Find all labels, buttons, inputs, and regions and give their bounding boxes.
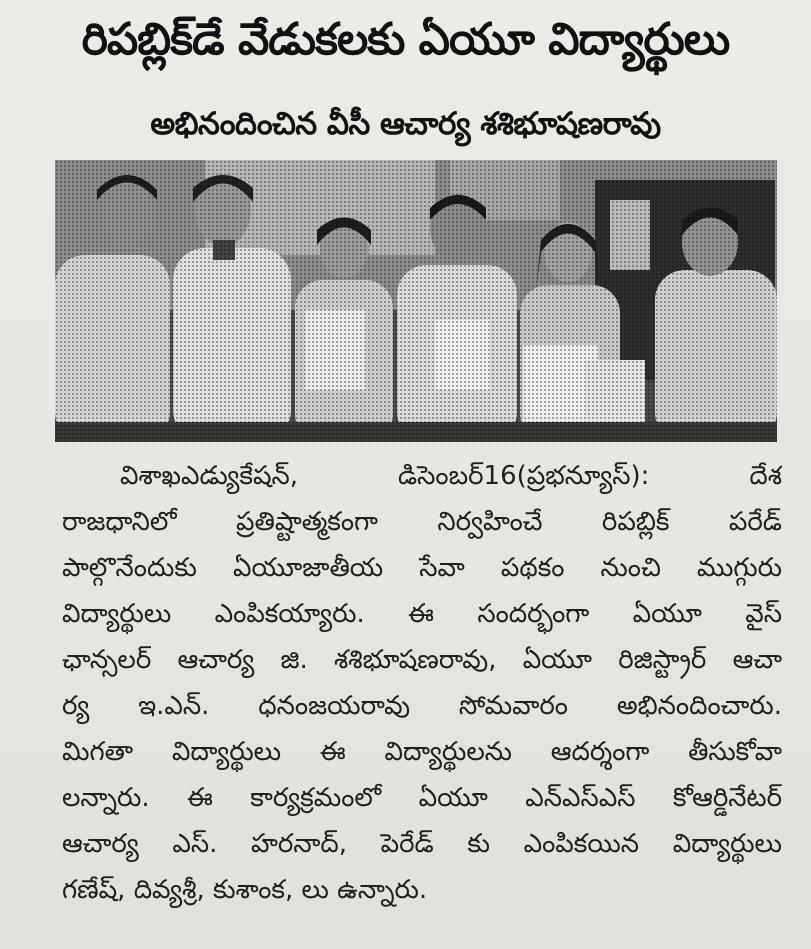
body-line: పాల్గొనేందుకు ఏయూజాతీయ సేవా పథకం నుంచి ముగ్గురు — [62, 553, 782, 583]
body-line: గణేష్, దివ్యశ్రీ, కుశాంక, లు ఉన్నారు. — [62, 875, 428, 905]
body-line: ఛాన్సలర్ ఆచార్య జి. శశిభూషణరావు, ఏయూ రిజిస్ట్రార్ ఆచా — [62, 645, 782, 675]
subheadline: అభినందించిన వీసీ ఆచార్య శశిభూషణరావు — [150, 106, 661, 142]
headline: రిపబ్లిక్‌డే వేడుకలకు ఏయూ విద్యార్థులు — [81, 14, 730, 65]
body-line: ఆచార్య ఎస్. హరనాద్, పెరేడ్ కు ఎంపికయిన విద్యార్థులు — [62, 829, 782, 859]
body-line: మిగతా విద్యార్థులు ఈ విద్యార్థులను ఆదర్శంగా తీసుకోవా — [62, 737, 782, 767]
body-line: విశాఖఎడ్యుకేషన్, డిసెంబర్16(ప్రభన్యూస్): దేశ — [120, 461, 782, 491]
body-line: లన్నారు. ఈ కార్యక్రమంలో ఏయూ ఎన్ఎస్ఎస్ కోఆర్డినేటర్ — [62, 783, 782, 813]
body-line: రాజధానిలో ప్రతిష్టాత్మకంగా నిర్వహించే రిపబ్లిక్ పరేడ్ — [62, 507, 782, 537]
article-body — [62, 453, 782, 913]
group-photo-illustration — [55, 160, 777, 442]
body-line: ర్య ఇ.ఎన్. ధనంజయరావు సోమవారం అభినందించారు. — [62, 691, 782, 721]
news-photo — [55, 160, 777, 442]
body-line: విద్యార్థులు ఎంపికయ్యారు. ఈ సందర్భంగా ఏయూ వైస్ — [62, 599, 782, 629]
